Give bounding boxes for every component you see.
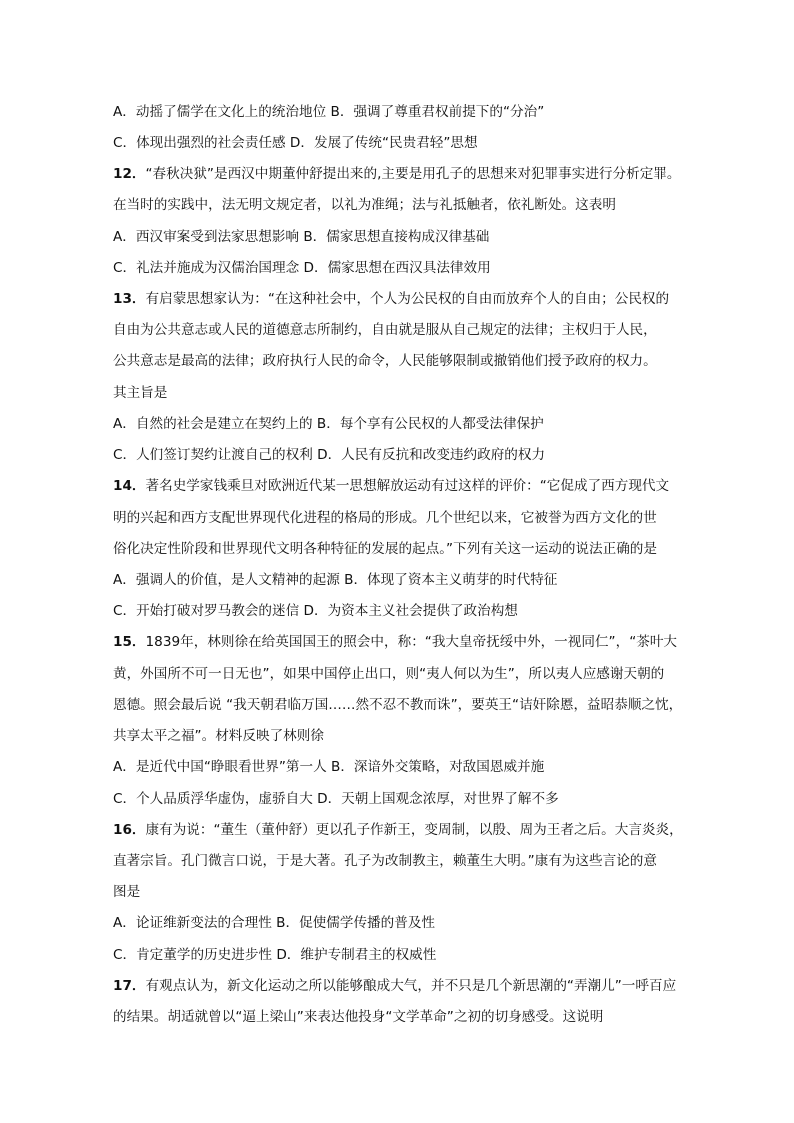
question-15-stem-line-4: 共享太平之福”。材料反映了林则徐 bbox=[113, 728, 324, 744]
question-16-stem-line-3: 图是 bbox=[113, 884, 141, 900]
question-12-stem-line-2: 在当时的实践中，法无明文规定者，以礼为准绳；法与礼抵触者，依礼断处。这表明 bbox=[113, 197, 616, 213]
question-16-text-1: 康有为说：“董生（董仲舒）更以孔子作新王，变周制，以殷、周为王者之后。大言炎炎， bbox=[145, 822, 683, 838]
question-15-stem-line-3: 恩德。照会最后说 “我天朝君临万国……然不忍不教而诛”，要英王“诘奸除慝，益昭恭顺之忱， bbox=[113, 697, 683, 713]
q16-options-cd: C．肯定董学的历史进步性 D．维护专制君主的权威性 bbox=[113, 947, 437, 963]
q13-options-cd: C．人们签订契约让渡自己的权利 D．人民有反抗和改变违约政府的权力 bbox=[113, 447, 546, 463]
q12-options-ab: A．西汉审案受到法家思想影响 B．儒家思想直接构成汉律基础 bbox=[113, 229, 490, 245]
question-14-text-1: 著名史学家钱乘旦对欧洲近代某一思想解放运动有过这样的评价：“它促成了西方现代文 bbox=[145, 478, 670, 494]
question-12-text-1: “春秋决狱”是西汉中期董仲舒提出来的,主要是用孔子的思想来对犯罪事实进行分析定罪。 bbox=[145, 166, 681, 182]
question-12-stem-line-1 bbox=[113, 164, 683, 184]
q11-options-cd: C．体现出强烈的社会责任感 D．发展了传统“民贵君轻”思想 bbox=[113, 135, 478, 151]
question-15-stem-line-2: 黄，外国所不可一日无也”，如果中国停止出口，则“夷人何以为生”，所以夷人应感谢天朝的 bbox=[113, 666, 665, 682]
q15-options-ab: A．是近代中国“睁眼看世界”第一人 B．深谙外交策略，对敌国恩威并施 bbox=[113, 759, 545, 775]
question-16-stem-line-1 bbox=[113, 820, 683, 840]
q13-options-ab: A．自然的社会是建立在契约上的 B．每个享有公民权的人都受法律保护 bbox=[113, 416, 544, 432]
question-15-stem-line-1 bbox=[113, 632, 683, 652]
question-13-number: 13． bbox=[113, 291, 146, 307]
q14-options-cd: C．开始打破对罗马教会的迷信 D．为资本主义社会提供了政治构想 bbox=[113, 603, 518, 619]
question-14-stem-line-2: 明的兴起和西方支配世界现代化进程的格局的形成。几个世纪以来，它被誉为西方文化的世 bbox=[113, 510, 657, 526]
question-15-number: 15． bbox=[113, 634, 146, 650]
question-13-stem-line-1 bbox=[113, 289, 683, 309]
question-16-stem-line-2: 直著宗旨。孔门微言口说，于是大著。孔子为改制教主，赖董生大明。”康有为这些言论的意 bbox=[113, 853, 657, 869]
q11-options-ab: A．动摇了儒学在文化上的统治地位 B．强调了尊重君权前提下的“分治” bbox=[113, 104, 545, 120]
question-13-stem-line-2: 自由为公共意志或人民的道德意志所制约，自由就是服从自己规定的法律；主权归于人民， bbox=[113, 322, 657, 338]
q14-options-ab: A．强调人的价值，是人文精神的起源 B．体现了资本主义萌芽的时代特征 bbox=[113, 572, 558, 588]
q15-options-cd: C．个人品质浮华虚伪，虚骄自大 D．天朝上国观念浓厚，对世界了解不多 bbox=[113, 791, 559, 807]
question-14-stem-line-3: 俗化决定性阶段和世界现代文明各种特征的发展的起点。”下列有关这一运动的说法正确的是 bbox=[113, 541, 657, 557]
question-16-number: 16． bbox=[113, 822, 146, 838]
question-14-number: 14． bbox=[113, 478, 146, 494]
question-12-number: 12． bbox=[113, 166, 146, 182]
question-17-number: 17． bbox=[113, 978, 146, 994]
q16-options-ab: A．论证维新变法的合理性 B．促使儒学传播的普及性 bbox=[113, 915, 436, 931]
question-15-text-1: 1839年，林则徐在给英国国王的照会中，称：“我大皇帝抚绥中外，一视同仁”，“茶叶大 bbox=[145, 634, 678, 650]
question-17-text-1: 有观点认为，新文化运动之所以能够酿成大气，并不只是几个新思潮的“弄潮儿”一呼百应 bbox=[145, 978, 677, 994]
question-17-stem-line-2: 的结果。胡适就曾以“逼上梁山”来表达他投身“文学革命”之初的切身感受。这说明 bbox=[113, 1009, 604, 1025]
question-13-stem-line-4: 其主旨是 bbox=[113, 385, 168, 401]
question-13-stem-line-3: 公共意志是最高的法律；政府执行人民的命令，人民能够限制或撤销他们授予政府的权力。 bbox=[113, 353, 657, 369]
question-17-stem-line-1 bbox=[113, 976, 683, 996]
q12-options-cd: C．礼法并施成为汉儒治国理念 D．儒家思想在西汉具法律效用 bbox=[113, 260, 491, 276]
question-14-stem-line-1 bbox=[113, 476, 683, 496]
question-13-text-1: 有启蒙思想家认为：“在这种社会中，个人为公民权的自由而放弃个人的自由；公民权的 bbox=[145, 291, 670, 307]
